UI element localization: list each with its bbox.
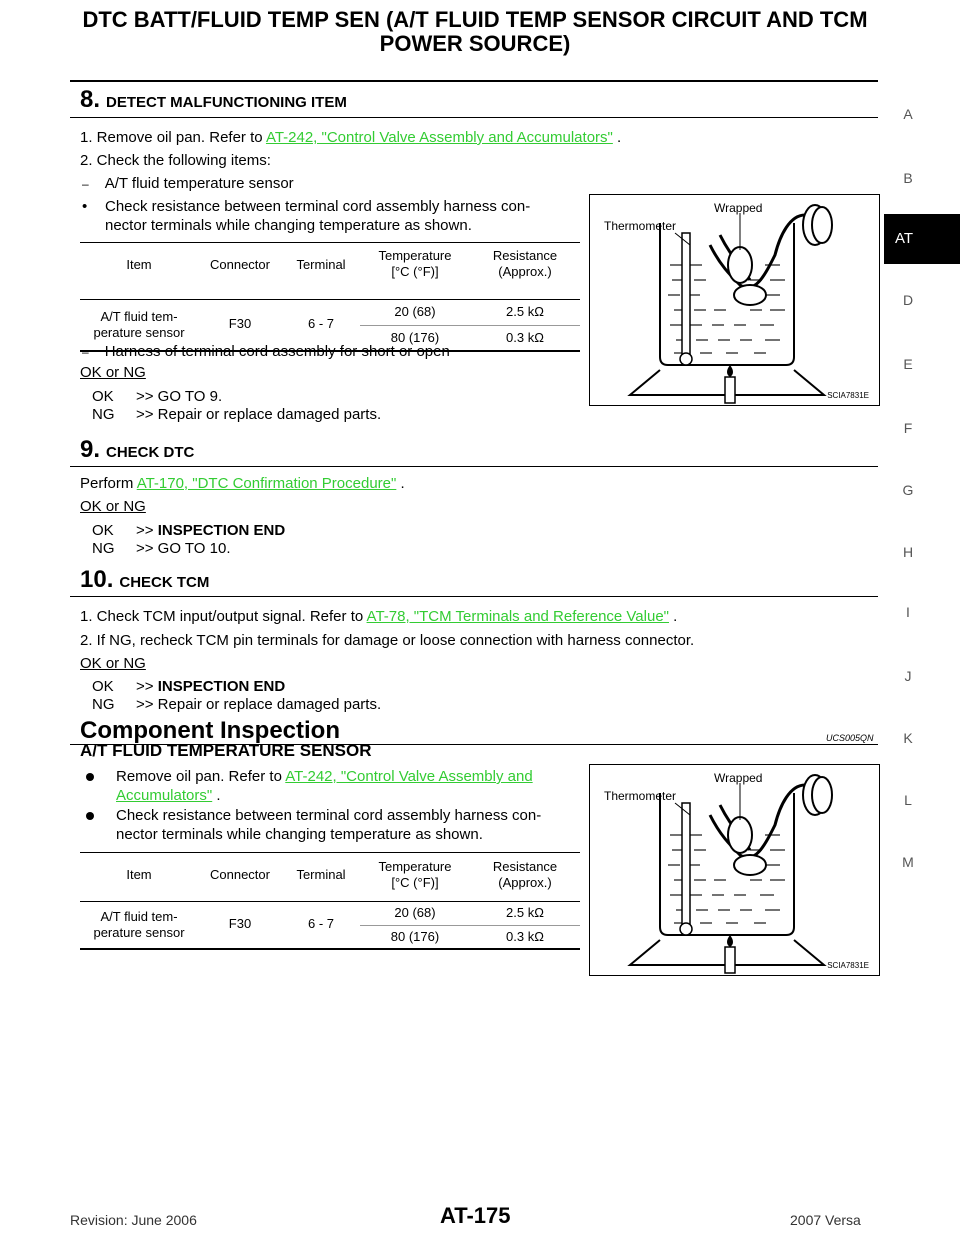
step-8-ok-result: OK >> GO TO 9. xyxy=(92,388,223,405)
sidebar-tab-at[interactable]: AT xyxy=(884,214,960,264)
table-cell-temp-1: 20 (68) xyxy=(394,304,436,319)
step-10-heading: 10. CHECK TCM xyxy=(80,566,210,593)
table2-header-terminal: Terminal xyxy=(296,867,346,882)
table2-cell-temp-1: 20 (68) xyxy=(394,905,436,920)
figure-label-thermometer: Thermometer xyxy=(604,219,677,233)
component-bullet-2: Check resistance between terminal cord assembly harness con- nector terminals while changing temperature as shown. xyxy=(86,806,94,825)
link-control-valve-2a[interactable]: AT-242, "Control Valve Assembly and xyxy=(285,768,533,785)
table-cell-connector: F30 xyxy=(228,316,252,331)
table-cell-terminal: 6 - 7 xyxy=(307,316,334,331)
table2-cell-temp-2: 80 (176) xyxy=(390,929,440,944)
table2-header-temperature: Temperature [°C (°F)] xyxy=(378,859,452,890)
footer-page-number: AT-175 xyxy=(440,1203,511,1228)
step-10-rule xyxy=(70,596,878,597)
table2-header-item: Item xyxy=(126,867,152,882)
step-8-dash-2: – Harness of terminal cord assembly for short or open xyxy=(82,343,450,360)
figure-code: SCIA7831E xyxy=(827,391,869,400)
table-header-terminal: Terminal xyxy=(296,257,346,272)
table-cell-res-1: 2.5 kΩ xyxy=(506,304,544,319)
table-header-item: Item xyxy=(126,257,152,272)
table2-cell-item: A/T fluid tem- perature sensor xyxy=(93,909,185,940)
table2-cell-terminal: 6 - 7 xyxy=(307,916,334,931)
sidebar-letter-f[interactable]: F xyxy=(903,420,913,436)
step-9-heading: 9. CHECK DTC xyxy=(80,436,195,463)
table2-header-connector: Connector xyxy=(210,867,270,882)
step-10-ok-or-ng: OK or NG xyxy=(80,655,146,672)
sidebar-letter-d[interactable]: D xyxy=(902,292,914,308)
page-title: DTC BATT/FLUID TEMP SEN (A/T FLUID TEMP SENSOR CIRCUIT AND TCM POWER SOURCE) xyxy=(82,7,868,56)
step-10-line-2: 2. If NG, recheck TCM pin terminals for damage or loose connection with harness connector. xyxy=(80,632,695,649)
step-10-line-1: 1. Check TCM input/output signal. Refer to AT-78, "TCM Terminals and Reference Value" . xyxy=(80,608,678,625)
figure-2-label-wrapped: Wrapped xyxy=(714,771,763,785)
table2-cell-res-1: 2.5 kΩ xyxy=(506,905,544,920)
step-8-bullet-1: • Check resistance between terminal cord assembly harness con- nector terminals while changing temperature as shown. xyxy=(82,198,531,234)
sidebar-letter-h[interactable]: H xyxy=(902,544,914,560)
table-header-temperature: Temperature [°C (°F)] xyxy=(378,248,452,279)
step-9-line: Perform AT-170, "DTC Confirmation Procedure" . xyxy=(80,475,405,492)
figure-2-code: SCIA7831E xyxy=(827,961,869,970)
table-cell-item: A/T fluid tem- perature sensor xyxy=(93,309,185,340)
thermometer-figure-2 xyxy=(589,764,880,976)
step-8-ok-or-ng: OK or NG xyxy=(80,364,146,381)
step-8-dash-1: – A/T fluid temperature sensor xyxy=(82,175,294,192)
sidebar-letter-g[interactable]: G xyxy=(902,482,914,498)
figure-label-wrapped: Wrapped xyxy=(714,201,763,215)
table-cell-temp-2: 80 (176) xyxy=(390,330,440,345)
sidebar-letter-i[interactable]: I xyxy=(906,604,910,620)
step-8-rule xyxy=(70,117,878,118)
sidebar-letter-k[interactable]: K xyxy=(903,730,913,746)
footer-revision: Revision: June 2006 xyxy=(70,1212,197,1228)
sidebar-letter-l[interactable]: L xyxy=(904,792,912,808)
header-rule xyxy=(70,80,878,82)
step-9-ok-or-ng: OK or NG xyxy=(80,498,146,515)
sidebar-letter-a[interactable]: A xyxy=(903,106,913,122)
sensor-subheading: A/T FLUID TEMPERATURE SENSOR xyxy=(80,741,372,760)
step-8-heading: 8. DETECT MALFUNCTIONING ITEM xyxy=(80,86,347,113)
step-9-ok-result: OK >> INSPECTION END xyxy=(92,522,286,539)
step-8-line-2: 2. Check the following items: xyxy=(80,152,271,169)
step-9-ng-result: NG >> GO TO 10. xyxy=(92,540,231,557)
table2-header-resistance: Resistance (Approx.) xyxy=(492,859,558,890)
step-10-ng-result: NG >> Repair or replace damaged parts. xyxy=(92,696,382,713)
table2-cell-res-2: 0.3 kΩ xyxy=(506,929,544,944)
table2-cell-connector: F30 xyxy=(228,916,252,931)
thermometer-figure-1 xyxy=(589,194,880,406)
sidebar-letter-j[interactable]: J xyxy=(904,668,912,684)
table-header-connector: Connector xyxy=(210,257,270,272)
step-8-line-1: 1. Remove oil pan. Refer to AT-242, "Control Valve Assembly and Accumulators" . xyxy=(80,129,622,146)
step-9-rule xyxy=(70,466,878,467)
component-bullet-1: Remove oil pan. Refer to AT-242, "Control Valve Assembly and Accumulators" . xyxy=(86,767,94,786)
sidebar-letter-m[interactable]: M xyxy=(902,854,914,870)
component-inspection-code: UCS005QN xyxy=(826,733,874,743)
sidebar-letter-e[interactable]: E xyxy=(903,356,913,372)
component-inspection-heading: Component Inspection xyxy=(80,717,340,744)
table-header-resistance: Resistance (Approx.) xyxy=(492,248,558,279)
footer-model: 2007 Versa xyxy=(790,1212,861,1228)
resistance-table-2 xyxy=(80,852,580,950)
resistance-table-1 xyxy=(80,242,580,352)
figure-2-label-thermometer: Thermometer xyxy=(604,789,677,803)
table-cell-res-2: 0.3 kΩ xyxy=(506,330,544,345)
sidebar-letter-b[interactable]: B xyxy=(903,170,913,186)
link-dtc-confirmation[interactable]: AT-170, "DTC Confirmation Procedure" xyxy=(136,475,397,492)
step-10-ok-result: OK >> INSPECTION END xyxy=(92,678,286,695)
step-8-ng-result: NG >> Repair or replace damaged parts. xyxy=(92,406,382,423)
link-control-valve[interactable]: AT-242, "Control Valve Assembly and Accumulators" xyxy=(265,129,613,146)
link-tcm-terminals[interactable]: AT-78, "TCM Terminals and Reference Value" xyxy=(366,608,669,625)
link-control-valve-2b[interactable]: Accumulators" xyxy=(116,787,213,804)
